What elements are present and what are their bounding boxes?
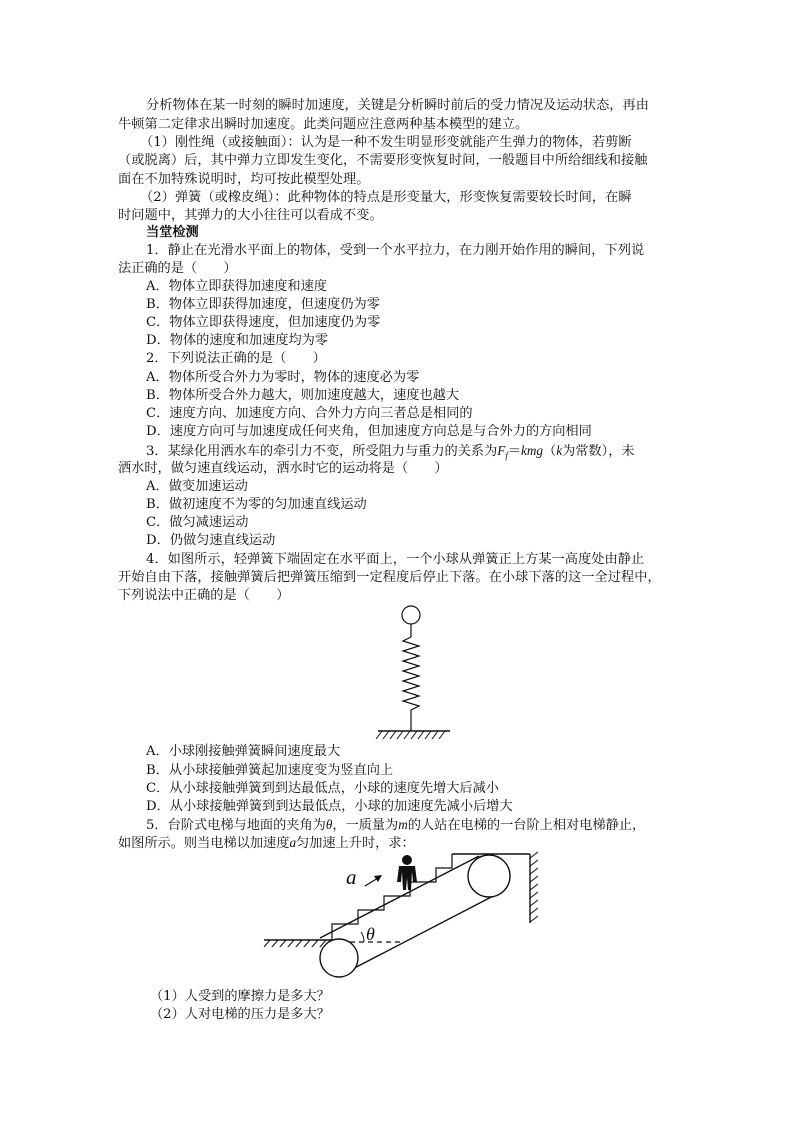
q5-var-theta: θ <box>325 817 333 832</box>
q4-line2: 开始自由下落，接触弹簧后把弹簧压缩到一定程度后停止下落。在小球下落的这一全过程中， <box>118 570 661 585</box>
intro-p2-line3: 面在不加特殊说明时，均可按此模型处理。 <box>118 172 370 187</box>
person-icon <box>397 855 417 890</box>
intro-p3-line2: 时问题中，其弹力的大小往往可以看成不变。 <box>118 208 383 223</box>
q2-line1: 2．下列说法正确的是（ ） <box>146 351 326 366</box>
q3-option-a: A．做变加速运动 <box>146 479 248 494</box>
q5-line1-text-b: ，一质量为 <box>332 818 399 833</box>
q3-option-b: B．做初速度不为零的匀加速直线运动 <box>146 497 367 512</box>
wall-hatching <box>530 852 538 922</box>
intro-p3-line1: （2）弹簧（或橡皮绳）：此种物体的特点是形变量大，形变恢复需要较长时间，在瞬 <box>140 190 632 205</box>
q3-equals: ＝ <box>507 444 522 459</box>
q5-line2-text-a: 如图所示。则当电梯以加速度 <box>118 836 290 851</box>
q3-var-f: F <box>497 443 506 458</box>
q5-line2-text-b: 匀加速上升时，求： <box>296 836 415 851</box>
q5-sub1: （1）人受到的摩擦力是多大？ <box>150 989 330 1004</box>
ground-hatching <box>376 731 445 739</box>
ground-hatching-left <box>264 940 326 947</box>
q3-option-d: D．仍做匀速直线运动 <box>146 533 276 548</box>
escalator-figure <box>262 848 547 988</box>
belt-bottom <box>341 893 499 975</box>
roller-bottom <box>320 939 358 977</box>
q3-var-kmg: kmg <box>521 443 544 458</box>
q3-line1-text-d: 为常数），未 <box>562 444 635 459</box>
q3-option-c: C．做匀减速运动 <box>146 515 249 530</box>
theta-label: θ <box>366 924 375 944</box>
q5-var-a: a <box>289 835 297 850</box>
q3-var-f-sub: f <box>505 450 508 461</box>
q2-option-b: B．物体所受合外力越大，则加速度越大，速度也越大 <box>146 388 460 403</box>
q1-line2: 法正确的是（ ） <box>118 261 237 276</box>
q5-var-m: m <box>398 817 408 832</box>
angle-arc <box>361 932 364 942</box>
q3-paren-open: （ <box>543 444 557 459</box>
q5-line1-text-a: 5．台阶式电梯与地面的夹角为 <box>146 818 326 833</box>
q1-option-b: B．物体立即获得加速度，但速度仍为零 <box>146 297 380 312</box>
intro-p1-line2: 牛顿第二定律求出瞬时加速度。此类问题应注意两种基本模型的建立。 <box>118 117 529 132</box>
intro-p1-line1: 分析物体在某一时刻的瞬时加速度，关键是分析瞬时前后的受力情况及运动状态，再由 <box>146 98 650 113</box>
q4-option-d: D．从小球接触弹簧到到达最低点，小球的加速度先减小后增大 <box>146 799 513 814</box>
q1-option-c: C．物体立即获得速度，但加速度仍为零 <box>146 315 381 330</box>
q4-line3: 下列说法中正确的是（ ） <box>118 588 290 603</box>
roller-top <box>468 855 510 897</box>
q4-line1: 4．如图所示，轻弹簧下端固定在水平面上，一个小球从弹簧正上方某一高度处由静止 <box>146 552 645 567</box>
q3-var-k: k <box>556 443 563 458</box>
intro-p2-line2: （或脱离）后，其中弹力立即发生变化，不需要形变恢复时间，一般题目中所给细线和接触 <box>118 153 648 168</box>
q1-option-d: D．物体的速度和加速度均为零 <box>146 333 329 348</box>
q1-line1: 1．静止在光滑水平面上的物体，受到一个水平拉力，在力刚开始作用的瞬间，下列说 <box>146 243 645 258</box>
q5-sub2: （2）人对电梯的压力是多大？ <box>150 1007 330 1022</box>
q5-line1 <box>146 816 645 834</box>
q2-option-a: A．物体所受合外力为零时，物体的速度必为零 <box>146 370 420 385</box>
q2-option-d: D．速度方向可与加速度成任何夹角，但加速度方向总是与合外力的方向相同 <box>146 424 592 439</box>
q4-option-a: A．小球刚接触弹簧瞬间速度最大 <box>146 744 341 759</box>
spring-coil <box>403 637 419 710</box>
q1-option-a: A．物体立即获得加速度和速度 <box>146 279 327 294</box>
acceleration-label: a <box>346 865 357 889</box>
section-title: 当堂检测 <box>146 225 199 240</box>
q3-line1-text-a: 3．某绿化用洒水车的牵引力不变，所受阻力与重力的关系为 <box>146 444 498 459</box>
intro-p2-line1: （1）刚性绳（或接触面）：认为是一种不发生明显形变就能产生弹力的物体，若剪断 <box>140 135 632 150</box>
q4-option-b: B．从小球接触弹簧起加速度变为竖直向上 <box>146 763 394 778</box>
spring-figure <box>360 600 460 745</box>
acceleration-arrowhead <box>374 875 382 882</box>
q4-option-c: C．从小球接触弹簧到到达最低点，小球的速度先增大后减小 <box>146 781 499 796</box>
ball-circle <box>402 606 420 624</box>
q2-option-c: C．速度方向、加速度方向、合外力方向三者总是相同的 <box>146 406 473 421</box>
q3-line2: 洒水时，做匀速直线运动，洒水时它的运动将是（ ） <box>118 461 448 476</box>
acceleration-arrow-shaft <box>365 878 378 886</box>
q5-line1-text-c: 的人站在电梯的一台阶上相对电梯静止， <box>407 818 646 833</box>
